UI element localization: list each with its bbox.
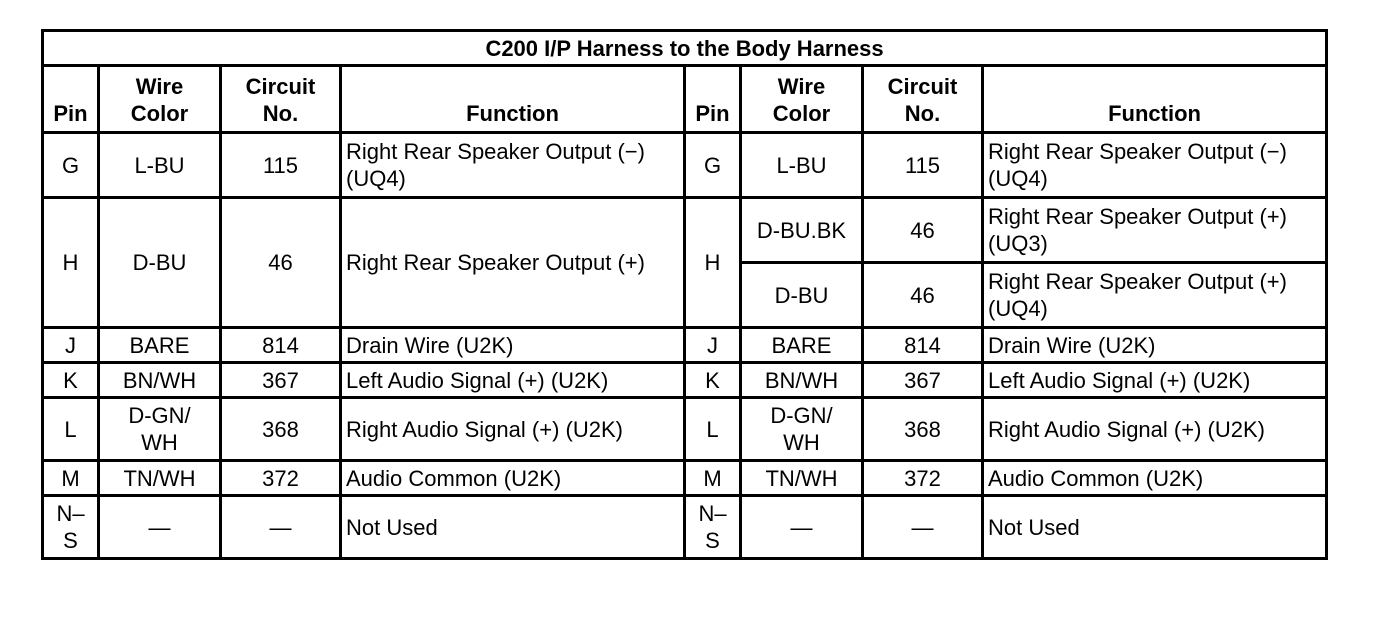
wire-color-cell: TN/WH	[741, 461, 863, 496]
wire-color-cell: D-BU	[99, 198, 221, 328]
table-row	[43, 363, 1327, 398]
wire-color-cell: L-BU	[741, 133, 863, 198]
wire-color-cell: —	[741, 496, 863, 559]
pin-cell: J	[43, 328, 99, 363]
header-circuit-no-left: Circuit No.	[221, 66, 341, 133]
pin-cell: M	[685, 461, 741, 496]
table-row	[43, 198, 1327, 263]
table-row	[43, 398, 1327, 461]
pin-cell: J	[685, 328, 741, 363]
table-row	[43, 133, 1327, 198]
wire-color-cell: L-BU	[99, 133, 221, 198]
function-cell: Left Audio Signal (+) (U2K)	[983, 363, 1327, 398]
circuit-cell: 46	[863, 198, 983, 263]
wire-color-cell: BARE	[99, 328, 221, 363]
function-cell: Right Rear Speaker Output (+) (UQ3)	[983, 198, 1327, 263]
table-row	[43, 496, 1327, 559]
title-row	[43, 31, 1327, 66]
circuit-cell: 46	[221, 198, 341, 328]
pin-text: N–S	[698, 501, 727, 553]
pin-cell: L	[43, 398, 99, 461]
function-cell: Right Audio Signal (+) (U2K)	[983, 398, 1327, 461]
pin-cell	[43, 496, 99, 559]
function-cell: Right Rear Speaker Output (+) (UQ4)	[983, 263, 1327, 328]
pin-cell: L	[685, 398, 741, 461]
circuit-cell: 814	[221, 328, 341, 363]
function-cell: Audio Common (U2K)	[341, 461, 685, 496]
function-cell: Right Rear Speaker Output (−) (UQ4)	[341, 133, 685, 198]
pin-cell: M	[43, 461, 99, 496]
pin-cell: G	[43, 133, 99, 198]
pin-cell: G	[685, 133, 741, 198]
wire-color-text: D-GN/WH	[770, 403, 833, 455]
pin-cell: K	[685, 363, 741, 398]
header-row	[43, 66, 1327, 133]
wire-color-cell: —	[99, 496, 221, 559]
wire-color-cell: BN/WH	[99, 363, 221, 398]
header-pin-left: Pin	[43, 66, 99, 133]
circuit-cell: 368	[221, 398, 341, 461]
circuit-cell: 367	[863, 363, 983, 398]
header-wire-color-left: Wire Color	[99, 66, 221, 133]
wire-color-cell	[99, 398, 221, 461]
pin-cell	[685, 496, 741, 559]
circuit-cell: 814	[863, 328, 983, 363]
circuit-cell: 115	[221, 133, 341, 198]
wire-color-cell: BARE	[741, 328, 863, 363]
wire-color-cell: TN/WH	[99, 461, 221, 496]
circuit-cell: —	[863, 496, 983, 559]
function-cell: Drain Wire (U2K)	[983, 328, 1327, 363]
table-title: C200 I/P Harness to the Body Harness	[43, 31, 1327, 66]
circuit-cell: 367	[221, 363, 341, 398]
pin-cell: H	[685, 198, 741, 328]
circuit-cell: 46	[863, 263, 983, 328]
wire-color-text: D-GN/WH	[128, 403, 191, 455]
circuit-cell: 372	[863, 461, 983, 496]
wire-color-cell	[741, 398, 863, 461]
header-pin-right: Pin	[685, 66, 741, 133]
function-cell: Right Rear Speaker Output (−) (UQ4)	[983, 133, 1327, 198]
circuit-cell: —	[221, 496, 341, 559]
function-cell: Right Audio Signal (+) (U2K)	[341, 398, 685, 461]
wire-color-cell: BN/WH	[741, 363, 863, 398]
function-cell: Right Rear Speaker Output (+)	[341, 198, 685, 328]
wire-color-cell: D-BU	[741, 263, 863, 328]
table-row	[43, 328, 1327, 363]
wire-color-cell: D-BU.BK	[741, 198, 863, 263]
header-wire-color-right: Wire Color	[741, 66, 863, 133]
circuit-cell: 368	[863, 398, 983, 461]
function-cell: Left Audio Signal (+) (U2K)	[341, 363, 685, 398]
function-cell: Drain Wire (U2K)	[341, 328, 685, 363]
pin-cell: H	[43, 198, 99, 328]
header-function-right: Function	[983, 66, 1327, 133]
header-function-left: Function	[341, 66, 685, 133]
function-cell: Not Used	[983, 496, 1327, 559]
circuit-cell: 115	[863, 133, 983, 198]
header-circuit-no-right: Circuit No.	[863, 66, 983, 133]
pin-cell: K	[43, 363, 99, 398]
pin-text: N–S	[56, 501, 85, 553]
harness-table	[41, 29, 1328, 560]
function-cell: Not Used	[341, 496, 685, 559]
function-cell: Audio Common (U2K)	[983, 461, 1327, 496]
circuit-cell: 372	[221, 461, 341, 496]
table-row	[43, 461, 1327, 496]
